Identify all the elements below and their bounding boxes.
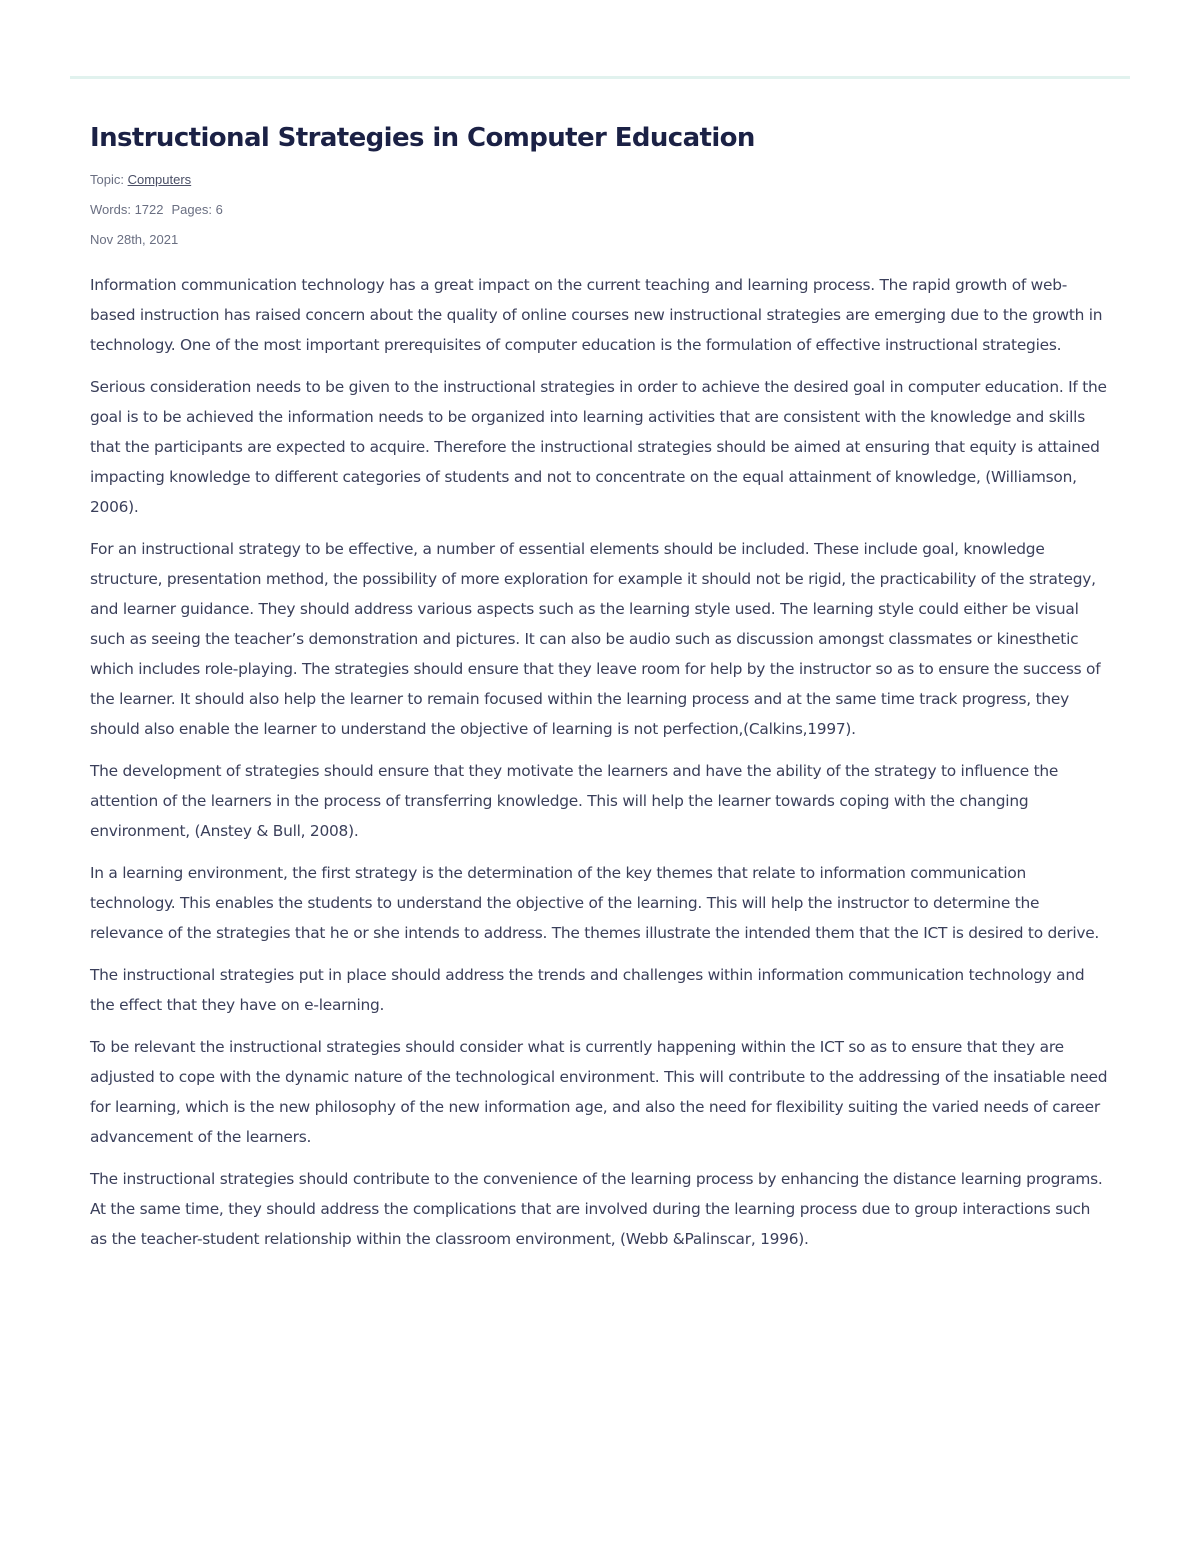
paragraph: Information communication technology has a great impact on the current teaching and learning process. The rapid growth of web-based instruction has raised concern about the quality of online courses new instructional strategies are emerging due to the growth in technology. One of the most important prerequisites of computer education is the formulation of effective instructional strategies.: [90, 276, 1103, 354]
topic-label: Topic:: [90, 172, 124, 187]
words-value: 1722: [134, 202, 164, 217]
article-title: Instructional Strategies in Computer Education: [90, 123, 755, 153]
pages-value: 6: [215, 202, 223, 217]
words-label: Words:: [90, 202, 131, 217]
paragraph: The instructional strategies should contribute to the convenience of the learning process by enhancing the distance learning programs. At the same time, they should address the complications that are involved during the learning process due to group interactions such as the teacher-student relationship within the classroom environment, (Webb &Palinscar, 1996).: [90, 1170, 1103, 1248]
paragraph: In a learning environment, the first strategy is the determination of the key themes that relate to information communication technology. This enables the students to understand the objective of the learning. This will help the instructor to determine the relevance of the strategies that he or she intends to address. The themes illustrate the intended them that the ICT is desired to derive.: [90, 864, 1100, 942]
paragraph: The instructional strategies put in place should address the trends and challenges within information communication technology and the effect that they have on e-learning.: [90, 966, 1085, 1014]
word-page-count: [90, 202, 1110, 218]
topic-line: [90, 172, 1110, 188]
article-body: [90, 270, 1110, 1254]
pages-label: Pages:: [171, 202, 212, 217]
article: [90, 118, 1110, 1266]
paragraph: Serious consideration needs to be given to the instructional strategies in order to achieve the desired goal in computer education. If the goal is to be achieved the information needs to be organized into learning activities that are consistent with the knowledge and skills that the participants are expected to acquire. Therefore the instructional strategies should be aimed at ensuring that equity is attained impacting knowledge to different categories of students and not to concentrate on the equal attainment of knowledge, (Williamson, 2006).: [90, 378, 1107, 516]
topic-link[interactable]: Computers: [127, 172, 192, 187]
publish-date: Nov 28th, 2021: [90, 232, 179, 247]
header-divider: [70, 76, 1130, 79]
paragraph: For an instructional strategy to be effective, a number of essential elements should be included. These include goal, knowledge structure, presentation method, the possibility of more exploration for example it should not be rigid, the practicability of the strategy, and learner guidance. They should address various aspects such as the learning style used. The learning style could either be visual such as seeing the teacher’s demonstration and pictures. It can also be audio such as discussion amongst classmates or kinesthetic which includes role-playing. The strategies should ensure that they leave room for help by the instructor so as to ensure the success of the learner. It should also help the learner to remain focused within the learning process and at the same time track progress, they should also enable the learner to understand the objective of learning is not perfection,(Calkins,1997).: [90, 540, 1101, 738]
paragraph: To be relevant the instructional strategies should consider what is currently happening within the ICT so as to ensure that they are adjusted to cope with the dynamic nature of the technological environment. This will contribute to the addressing of the insatiable need for learning, which is the new philosophy of the new information age, and also the need for flexibility suiting the varied needs of career advancement of the learners.: [90, 1038, 1108, 1146]
paragraph: The development of strategies should ensure that they motivate the learners and have the ability of the strategy to influence the attention of the learners in the process of transferring knowledge. This will help the learner towards coping with the changing environment, (Anstey & Bull, 2008).: [90, 762, 1059, 840]
